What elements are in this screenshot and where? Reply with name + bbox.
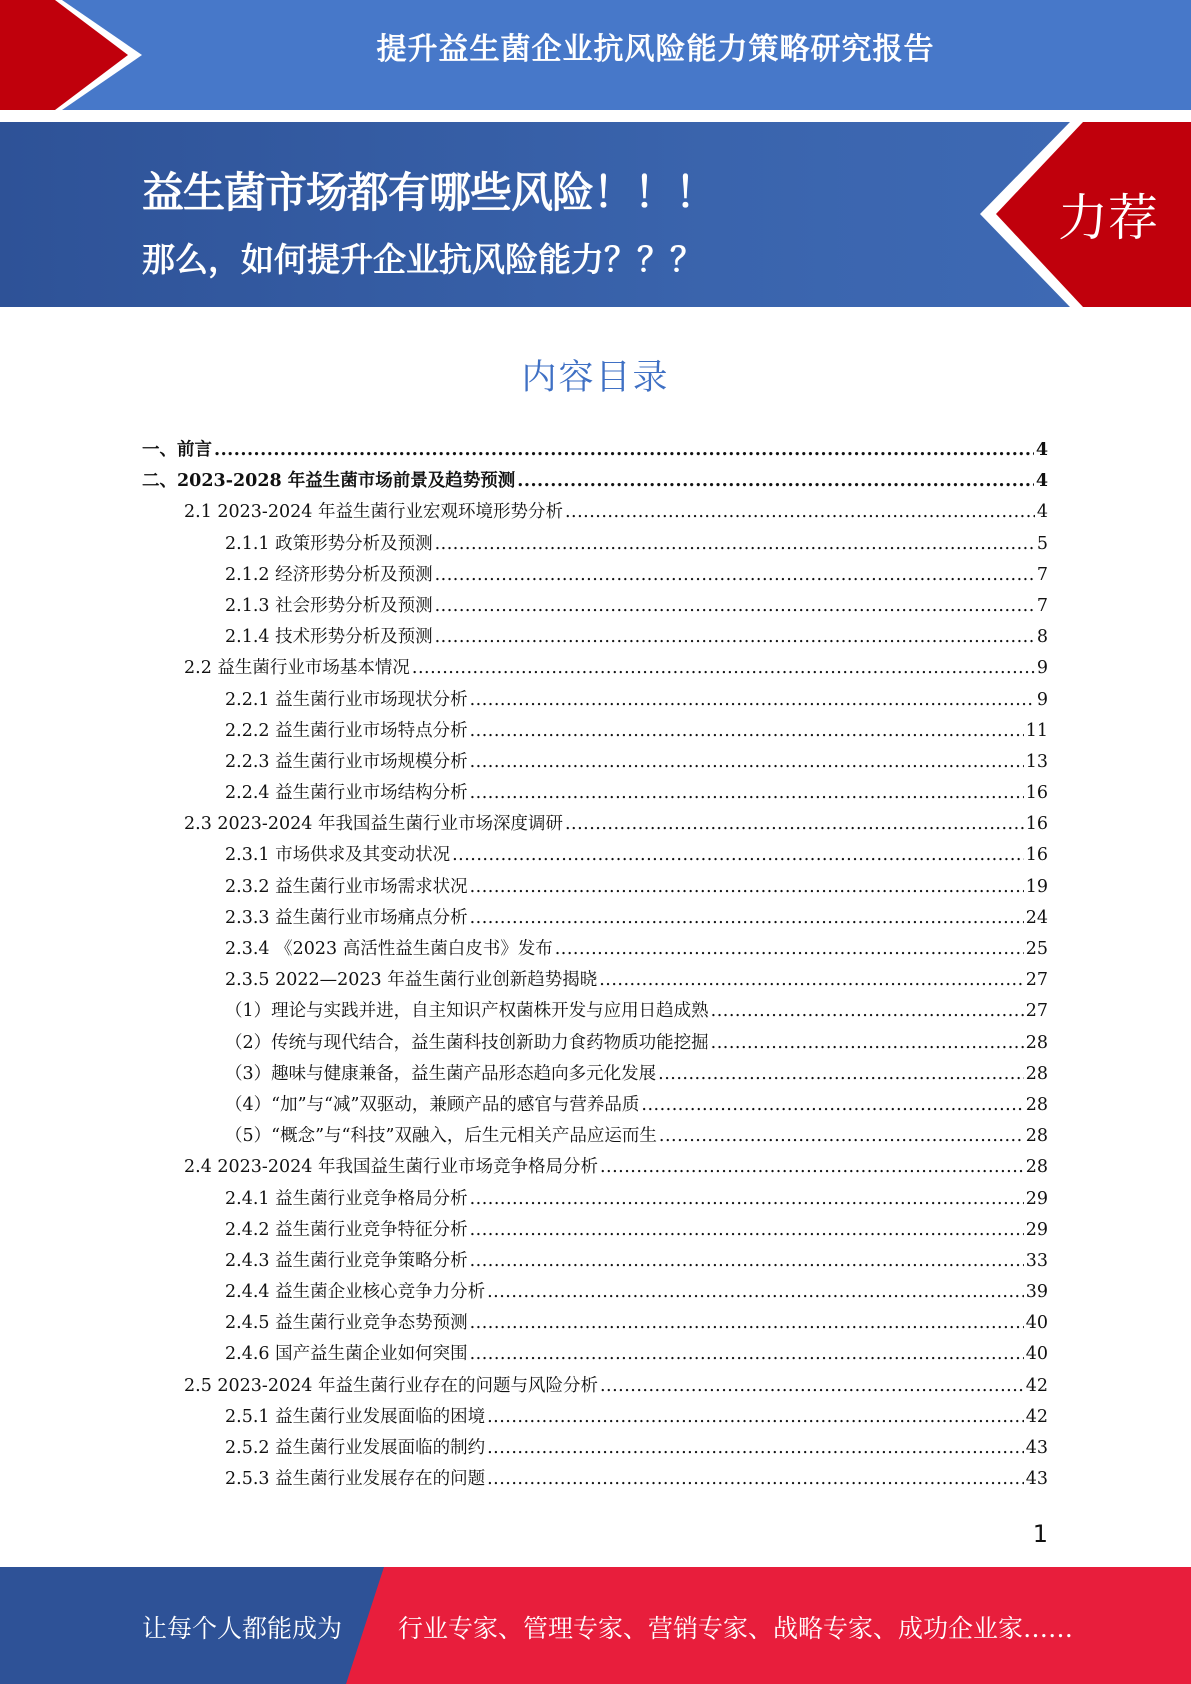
toc-entry-label: 2.4.6 国产益生菌企业如何突围 <box>225 1344 468 1365</box>
toc-entry-page: 40 <box>1025 1313 1048 1334</box>
toc-entry[interactable] <box>142 810 1048 841</box>
toc-title: 内容目录 <box>521 358 670 398</box>
toc-entry-page: 39 <box>1025 1282 1048 1303</box>
recommend-badge-label: 力荐 <box>1058 189 1158 247</box>
toc-entry[interactable] <box>142 1122 1048 1153</box>
footer-slogan-right: 行业专家、管理专家、营销专家、战略专家、成功企业家…… <box>398 1614 1074 1643</box>
toc-dot-leader <box>641 1095 1023 1115</box>
toc-entry-page: 16 <box>1025 783 1048 804</box>
toc-entry-label: 2.1.2 经济形势分析及预测 <box>225 564 433 585</box>
toc-dot-leader <box>565 502 1035 522</box>
toc-entry-label: 二、2023-2028 年益生菌市场前景及趋势预测 <box>142 471 516 492</box>
toc-entry-label: （2）传统与现代结合，益生菌科技创新助力食药物质功能挖掘 <box>225 1032 709 1053</box>
toc-entry[interactable] <box>142 436 1048 467</box>
toc-entry-label: 2.2.4 益生菌行业市场结构分析 <box>225 783 468 804</box>
toc-entry-label: 2.5.2 益生菌行业发展面临的制约 <box>225 1438 486 1458</box>
toc-entry-label: 2.4.4 益生菌企业核心竞争力分析 <box>225 1282 486 1303</box>
toc-entry[interactable] <box>142 717 1048 748</box>
toc-dot-leader <box>470 690 1035 710</box>
toc-entry[interactable] <box>142 1216 1048 1247</box>
toc-entry[interactable] <box>142 779 1048 810</box>
toc-dot-leader <box>470 1220 1024 1240</box>
toc-entry[interactable] <box>142 935 1048 966</box>
toc-entry-page: 28 <box>1025 1063 1048 1084</box>
toc-dot-leader <box>517 471 1034 491</box>
toc-entry-label: 2.2.1 益生菌行业市场现状分析 <box>225 689 468 710</box>
toc-entry-label: 2.1.4 技术形势分析及预测 <box>225 627 433 648</box>
toc-entry[interactable] <box>142 686 1048 717</box>
toc-entry[interactable] <box>142 1185 1048 1216</box>
table-of-contents <box>142 436 1048 1496</box>
toc-dot-leader <box>658 1064 1024 1084</box>
toc-entry-label: 2.4.5 益生菌行业竞争态势预测 <box>225 1313 468 1334</box>
toc-entry-label: 一、前言 <box>142 440 212 460</box>
toc-entry[interactable] <box>142 1403 1048 1434</box>
toc-entry-label: 2.5.1 益生菌行业发展面临的困境 <box>225 1406 486 1427</box>
toc-entry-page: 9 <box>1036 658 1048 679</box>
toc-dot-leader <box>470 1313 1024 1333</box>
toc-entry-page: 4 <box>1035 471 1048 492</box>
top-red-chevron <box>0 0 160 110</box>
toc-entry-page: 4 <box>1035 440 1048 460</box>
toc-dot-leader <box>565 814 1024 834</box>
toc-dot-leader <box>435 596 1035 616</box>
toc-entry-label: 2.5.3 益生菌行业发展存在的问题 <box>225 1469 486 1490</box>
toc-entry-label: （3）趣味与健康兼备，益生菌产品形态趋向多元化发展 <box>225 1063 657 1084</box>
toc-entry-page: 13 <box>1025 751 1048 772</box>
toc-dot-leader <box>470 752 1024 772</box>
toc-entry-label: （1）理论与实践并进，自主知识产权菌株开发与应用日趋成熟 <box>225 1001 709 1022</box>
toc-dot-leader <box>487 1469 1024 1489</box>
toc-entry-label: 2.3.4 《2023 高活性益生菌白皮书》发布 <box>225 939 553 959</box>
toc-dot-leader <box>487 1407 1024 1427</box>
toc-entry-page: 29 <box>1025 1219 1048 1240</box>
toc-dot-leader <box>214 440 1034 460</box>
toc-entry[interactable] <box>142 748 1048 779</box>
toc-entry-page: 5 <box>1036 533 1048 554</box>
report-title: 提升益生菌企业抗风险能力策略研究报告 <box>376 32 935 67</box>
toc-dot-leader <box>435 565 1035 585</box>
toc-entry[interactable] <box>142 1340 1048 1371</box>
toc-entry-page: 28 <box>1025 1157 1048 1178</box>
toc-entry-page: 28 <box>1025 1094 1048 1115</box>
toc-entry-page: 4 <box>1036 502 1048 523</box>
toc-dot-leader <box>470 877 1024 897</box>
toc-entry[interactable] <box>142 904 1048 935</box>
toc-entry[interactable] <box>142 841 1048 872</box>
toc-entry[interactable] <box>142 1247 1048 1278</box>
toc-entry-page: 19 <box>1025 876 1048 897</box>
toc-entry[interactable] <box>142 873 1048 904</box>
toc-entry-label: 2.3.3 益生菌行业市场痛点分析 <box>225 907 468 928</box>
hero-subheadline: 那么，如何提升企业抗风险能力？？？ <box>142 240 703 279</box>
toc-dot-leader <box>711 1033 1024 1053</box>
toc-entry[interactable] <box>142 1434 1048 1465</box>
toc-dot-leader <box>470 783 1024 803</box>
toc-dot-leader <box>600 1376 1024 1396</box>
toc-entry-page: 43 <box>1025 1438 1048 1458</box>
toc-entry-label: 2.3 2023-2024 年我国益生菌行业市场深度调研 <box>184 814 563 835</box>
toc-entry-label: （5）“概念”与“科技”双融入，后生元相关产品应运而生 <box>225 1126 657 1147</box>
toc-entry[interactable] <box>142 1153 1048 1184</box>
toc-entry-label: 2.4 2023-2024 年我国益生菌行业市场竞争格局分析 <box>184 1157 598 1178</box>
toc-dot-leader <box>470 1344 1024 1364</box>
toc-entry-page: 40 <box>1025 1344 1048 1365</box>
toc-entry-label: 2.3.1 市场供求及其变动状况 <box>225 845 451 866</box>
toc-entry-page: 7 <box>1036 564 1048 585</box>
toc-entry-label: 2.3.2 益生菌行业市场需求状况 <box>225 876 468 897</box>
toc-entry[interactable] <box>142 498 1048 529</box>
toc-entry[interactable] <box>142 1278 1048 1309</box>
toc-entry[interactable] <box>142 1029 1048 1060</box>
toc-entry-label: 2.1 2023-2024 年益生菌行业宏观环境形势分析 <box>184 502 563 523</box>
toc-entry[interactable] <box>142 654 1048 685</box>
toc-entry-page: 28 <box>1025 1126 1048 1147</box>
toc-entry-page: 28 <box>1025 1032 1048 1053</box>
toc-dot-leader <box>470 1189 1024 1209</box>
toc-dot-leader <box>487 1438 1024 1458</box>
toc-dot-leader <box>711 1001 1024 1021</box>
toc-entry-page: 24 <box>1025 907 1048 928</box>
toc-entry[interactable] <box>142 530 1048 561</box>
toc-dot-leader <box>600 1157 1024 1177</box>
toc-dot-leader <box>470 1251 1024 1271</box>
toc-dot-leader <box>435 534 1035 554</box>
toc-entry-label: 2.2.2 益生菌行业市场特点分析 <box>225 720 468 741</box>
toc-dot-leader <box>435 627 1035 647</box>
toc-entry-label: 2.2 益生菌行业市场基本情况 <box>184 658 410 679</box>
toc-dot-leader <box>470 908 1024 928</box>
toc-entry-label: 2.3.5 2022—2023 年益生菌行业创新趋势揭晓 <box>225 970 598 991</box>
toc-entry[interactable] <box>142 467 1048 498</box>
toc-entry[interactable] <box>142 966 1048 997</box>
toc-entry[interactable] <box>142 1309 1048 1340</box>
toc-entry-page: 25 <box>1025 939 1048 959</box>
toc-entry[interactable] <box>142 561 1048 592</box>
toc-entry-label: 2.1.3 社会形势分析及预测 <box>225 595 433 616</box>
toc-entry-label: 2.4.2 益生菌行业竞争特征分析 <box>225 1219 468 1240</box>
page-number: 1 <box>1032 1520 1048 1548</box>
toc-entry[interactable] <box>142 1060 1048 1091</box>
toc-dot-leader <box>412 658 1035 678</box>
toc-entry[interactable] <box>142 997 1048 1028</box>
toc-entry-page: 16 <box>1025 814 1048 835</box>
toc-entry-label: 2.1.1 政策形势分析及预测 <box>225 533 433 554</box>
toc-entry-label: 2.5 2023-2024 年益生菌行业存在的问题与风险分析 <box>184 1375 598 1396</box>
toc-entry[interactable] <box>142 1465 1048 1496</box>
toc-entry-page: 16 <box>1025 845 1048 866</box>
toc-dot-leader <box>659 1126 1024 1146</box>
toc-entry-page: 42 <box>1025 1375 1048 1396</box>
toc-entry-page: 29 <box>1025 1188 1048 1209</box>
toc-entry-page: 11 <box>1025 720 1048 741</box>
footer-slogan-left: 让每个人都能成为 <box>142 1614 343 1643</box>
toc-dot-leader <box>599 970 1023 990</box>
hero-headline: 益生菌市场都有哪些风险！！！ <box>142 168 717 217</box>
toc-entry-label: （4）“加”与“减”双驱动，兼顾产品的感官与营养品质 <box>225 1094 640 1115</box>
toc-entry-page: 27 <box>1025 1001 1048 1022</box>
toc-entry-page: 7 <box>1036 595 1048 616</box>
toc-entry[interactable] <box>142 623 1048 654</box>
toc-entry-page: 27 <box>1025 970 1048 991</box>
toc-entry[interactable] <box>142 1372 1048 1403</box>
toc-entry[interactable] <box>142 592 1048 623</box>
toc-dot-leader <box>555 939 1024 959</box>
toc-entry-label: 2.4.1 益生菌行业竞争格局分析 <box>225 1188 468 1209</box>
toc-entry[interactable] <box>142 1091 1048 1122</box>
toc-entry-page: 33 <box>1025 1250 1048 1271</box>
toc-entry-label: 2.2.3 益生菌行业市场规模分析 <box>225 751 468 772</box>
toc-entry-page: 9 <box>1036 689 1048 710</box>
toc-entry-page: 43 <box>1025 1469 1048 1490</box>
toc-entry-page: 42 <box>1025 1406 1048 1427</box>
toc-dot-leader <box>452 845 1024 865</box>
toc-entry-page: 8 <box>1036 627 1048 648</box>
toc-dot-leader <box>487 1282 1024 1302</box>
toc-dot-leader <box>470 721 1024 741</box>
toc-entry-label: 2.4.3 益生菌行业竞争策略分析 <box>225 1250 468 1271</box>
